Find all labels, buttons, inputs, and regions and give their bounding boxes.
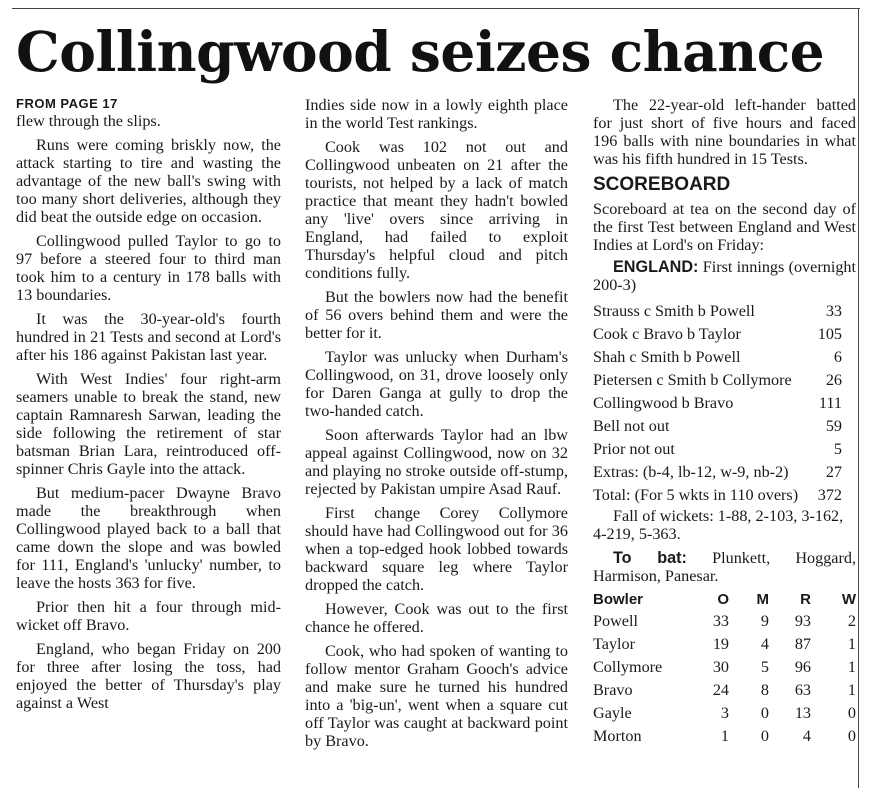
bowling-row bbox=[593, 678, 856, 701]
paragraph: flew through the slips. bbox=[16, 112, 161, 130]
paragraph: Cook was 102 not out and Collingwood unbeaten on 21 after the tourists, not helped by a lack of match practice that meant they hadn't bowled any 'live' overs since arriving in England, had failed to exploit Thursday's helpful cloud and pitch conditions fully. bbox=[305, 138, 568, 282]
top-rule bbox=[12, 8, 860, 9]
maidens: 5 bbox=[760, 657, 769, 676]
runs: 111 bbox=[818, 394, 842, 412]
batsman: Shah c Smith b Powell bbox=[593, 348, 741, 366]
runs: 93 bbox=[794, 611, 811, 630]
wickets: 0 bbox=[847, 703, 856, 722]
bowler: Collymore bbox=[593, 657, 663, 676]
paragraph: Collingwood pulled Taylor to go to 97 before a steered four to third man took him to a century in 178 balls with 13 boundaries. bbox=[16, 232, 281, 304]
paragraph: With West Indies' four right-arm seamers unable to break the stand, new captain Ramnaresh Sarwan, leading the side following the retirement of star batsman Brian Lara, reintroduced off-spinner Chris Gayle into the attack. bbox=[16, 370, 281, 478]
bowling-row bbox=[593, 632, 856, 655]
article-column-3 bbox=[593, 96, 856, 747]
header-overs: O bbox=[717, 591, 729, 608]
runs: 5 bbox=[833, 440, 842, 458]
paragraph: Cook, who had spoken of wanting to follow mentor Graham Gooch's advice and make sure he turned his hundred into a 'big-un', went when a square cut off Taylor was caught at backward point by Bravo. bbox=[305, 642, 568, 750]
maidens: 8 bbox=[760, 680, 769, 699]
overs: 3 bbox=[720, 703, 729, 722]
batsman: Strauss c Smith b Powell bbox=[593, 302, 755, 320]
bowler: Gayle bbox=[593, 703, 632, 722]
wickets: 1 bbox=[847, 634, 856, 653]
maidens: 9 bbox=[760, 611, 769, 630]
batsman: Collingwood b Bravo bbox=[593, 394, 734, 412]
bowler: Taylor bbox=[593, 634, 636, 653]
batting-row bbox=[593, 300, 856, 323]
runs: 105 bbox=[817, 325, 842, 343]
paragraph: It was the 30-year-old's fourth hundred in 21 Tests and second at Lord's after his 186 against Pakistan last year. bbox=[16, 310, 281, 364]
extras-label: Extras: (b-4, lb-12, w-9, nb-2) bbox=[593, 463, 789, 481]
bowling-row bbox=[593, 655, 856, 678]
paragraph: But medium-pacer Dwayne Bravo made the breakthrough when Collingwood played back to a ball that came down the slope and was bowled for 111, England's 'unlucky' number, to leave the hosts 363 for five. bbox=[16, 484, 281, 592]
total-row bbox=[593, 484, 856, 507]
batsman: Bell not out bbox=[593, 417, 670, 435]
overs: 30 bbox=[712, 657, 729, 676]
batsman: Prior not out bbox=[593, 440, 675, 458]
paragraph: The 22-year-old left-hander batted for just short of five hours and faced 196 balls with nine boundaries in what was his fifth hundred in 15 Tests. bbox=[593, 96, 856, 168]
team-label: ENGLAND: bbox=[613, 258, 699, 276]
runs: 63 bbox=[794, 680, 811, 699]
runs: 13 bbox=[794, 703, 811, 722]
article-column-2 bbox=[305, 96, 568, 756]
batting-row bbox=[593, 323, 856, 346]
batting-list bbox=[593, 300, 856, 461]
overs: 33 bbox=[712, 611, 729, 630]
bowler: Powell bbox=[593, 611, 638, 630]
overs: 24 bbox=[712, 680, 729, 699]
bowling-row bbox=[593, 701, 856, 724]
wickets: 2 bbox=[847, 611, 856, 630]
header-bowler: Bowler bbox=[593, 591, 644, 608]
maidens: 0 bbox=[760, 726, 769, 745]
fall-of-wickets: Fall of wickets: 1-88, 2-103, 3-162, 4-219, 5-363. bbox=[593, 507, 844, 543]
paragraph: England, who began Friday on 200 for three after losing the toss, had enjoyed the better of Thursday's play against a West bbox=[16, 640, 281, 712]
right-column-rule bbox=[858, 8, 859, 788]
innings-line bbox=[593, 258, 856, 294]
wickets: 1 bbox=[847, 657, 856, 676]
header-runs: R bbox=[800, 591, 811, 608]
batting-row bbox=[593, 369, 856, 392]
runs: 96 bbox=[794, 657, 811, 676]
batting-row bbox=[593, 392, 856, 415]
headline: Collingwood seizes chance bbox=[16, 19, 825, 84]
paragraph: Indies side now in a lowly eighth place in the world Test rankings. bbox=[305, 96, 568, 132]
paragraph: Prior then hit a four through mid-wicket off Bravo. bbox=[16, 598, 281, 634]
bowling-row bbox=[593, 609, 856, 632]
paragraph: However, Cook was out to the first chance he offered. bbox=[305, 600, 568, 636]
total-value: 372 bbox=[817, 486, 842, 504]
bowling-table bbox=[593, 591, 856, 747]
wickets: 0 bbox=[847, 726, 856, 745]
continuation-label: FROM PAGE 17 bbox=[16, 96, 118, 111]
runs: 26 bbox=[825, 371, 842, 389]
maidens: 4 bbox=[760, 634, 769, 653]
overs: 19 bbox=[712, 634, 729, 653]
to-bat-label: To bat: bbox=[613, 549, 687, 567]
runs: 4 bbox=[802, 726, 811, 745]
extras-row bbox=[593, 461, 856, 484]
paragraph: But the bowlers now had the benefit of 56 overs behind them and were the better for it. bbox=[305, 288, 568, 342]
batsman: Cook c Bravo b Taylor bbox=[593, 325, 741, 343]
overs: 1 bbox=[720, 726, 729, 745]
runs: 59 bbox=[825, 417, 842, 435]
maidens: 0 bbox=[760, 703, 769, 722]
wickets: 1 bbox=[847, 680, 856, 699]
to-bat-names: Plunkett, Hoggard, Harmison, Panesar. bbox=[593, 549, 857, 585]
total-label: Total: (For 5 wkts in 110 overs) bbox=[593, 486, 799, 504]
paragraph: First change Corey Collymore should have had Collingwood out for 36 when a top-edged hook lobbed towards backward square leg where Taylor dropped the catch. bbox=[305, 504, 568, 594]
batting-row bbox=[593, 415, 856, 438]
scoreboard-heading: SCOREBOARD bbox=[593, 174, 731, 195]
batsman: Pietersen c Smith b Collymore bbox=[593, 371, 792, 389]
batting-row bbox=[593, 346, 856, 369]
article-column-1 bbox=[16, 96, 281, 718]
paragraph: Runs were coming briskly now, the attack starting to tire and wasting the advantage of the new ball's swing with too many short deliveries, although they did beat the outside edge on occasion. bbox=[16, 136, 281, 226]
bowler: Bravo bbox=[593, 680, 633, 699]
runs: 33 bbox=[825, 302, 842, 320]
batting-row bbox=[593, 438, 856, 461]
runs: 87 bbox=[794, 634, 811, 653]
runs: 6 bbox=[833, 348, 842, 366]
innings-label: First innings (overnight 200-3) bbox=[593, 258, 856, 294]
bowler: Morton bbox=[593, 726, 642, 745]
bowling-header-row bbox=[593, 591, 856, 609]
to-bat-line bbox=[593, 549, 856, 585]
extras-value: 27 bbox=[825, 463, 842, 481]
paragraph: Soon afterwards Taylor had an lbw appeal against Collingwood, now on 32 and playing no stroke outside off-stump, rejected by Pakistan umpire Asad Rauf. bbox=[305, 426, 568, 498]
scoreboard-intro: Scoreboard at tea on the second day of the first Test between England and West Indies at Lord's on Friday: bbox=[593, 200, 856, 254]
paragraph: Taylor was unlucky when Durham's Collingwood, on 31, drove loosely only for Daren Ganga at gully to drop the two-handed catch. bbox=[305, 348, 568, 420]
header-maidens: M bbox=[756, 591, 769, 608]
bowling-row bbox=[593, 724, 856, 747]
header-wickets: W bbox=[841, 591, 856, 608]
